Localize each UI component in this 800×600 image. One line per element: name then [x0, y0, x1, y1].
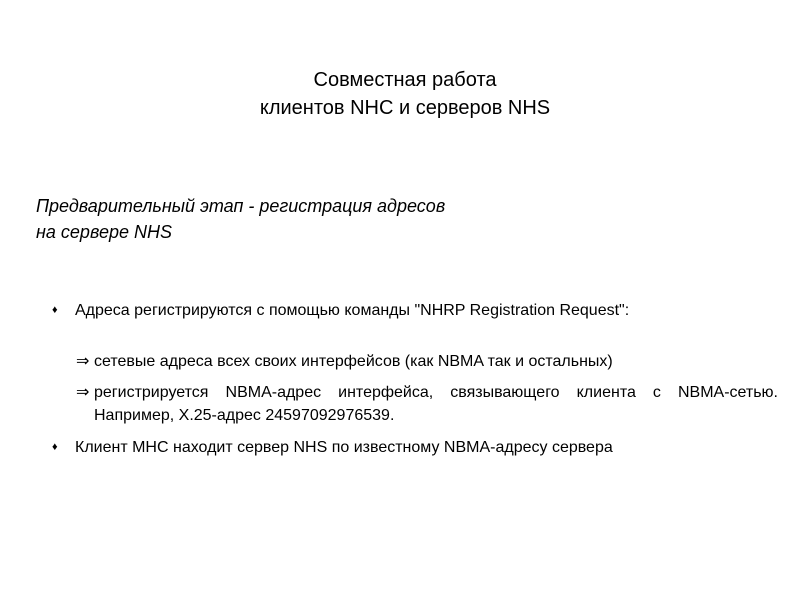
bullet-text: Клиент MHC находит сервер NHS по известному NBMA-адресу сервера: [75, 439, 613, 456]
diamond-bullet-icon: ♦: [52, 304, 58, 316]
subitem-nbma-address: [76, 381, 778, 427]
section-subtitle-line-2: на сервере NHS: [36, 222, 172, 242]
diamond-bullet-icon: ♦: [52, 441, 58, 453]
bullet-item-registration: [52, 299, 778, 322]
bullet-item-client-finds-server: [52, 436, 778, 459]
section-subtitle: [36, 193, 636, 245]
subitem-network-addresses: [76, 350, 778, 373]
slide-title-line-1: Совместная работа: [313, 69, 497, 91]
slide-title-line-2: клиентов NHC и серверов NHS: [259, 97, 551, 119]
slide-title: [0, 66, 800, 122]
subitem-text: сетевые адреса всех своих интерфейсов (как NBMA так и остальных): [94, 353, 613, 370]
subitem-text: регистрируется NBMA-адрес интерфейса, связывающего клиента с NBMA-сетью. Например, X.25-адрес 24597092976539.: [94, 384, 778, 424]
double-arrow-icon: ⇒: [76, 353, 90, 370]
section-subtitle-line-1: Предварительный этап - регистрация адресов: [36, 196, 446, 216]
bullet-text: Адреса регистрируются с помощью команды "NHRP Registration Request":: [75, 302, 630, 319]
double-arrow-icon: ⇒: [76, 384, 90, 401]
